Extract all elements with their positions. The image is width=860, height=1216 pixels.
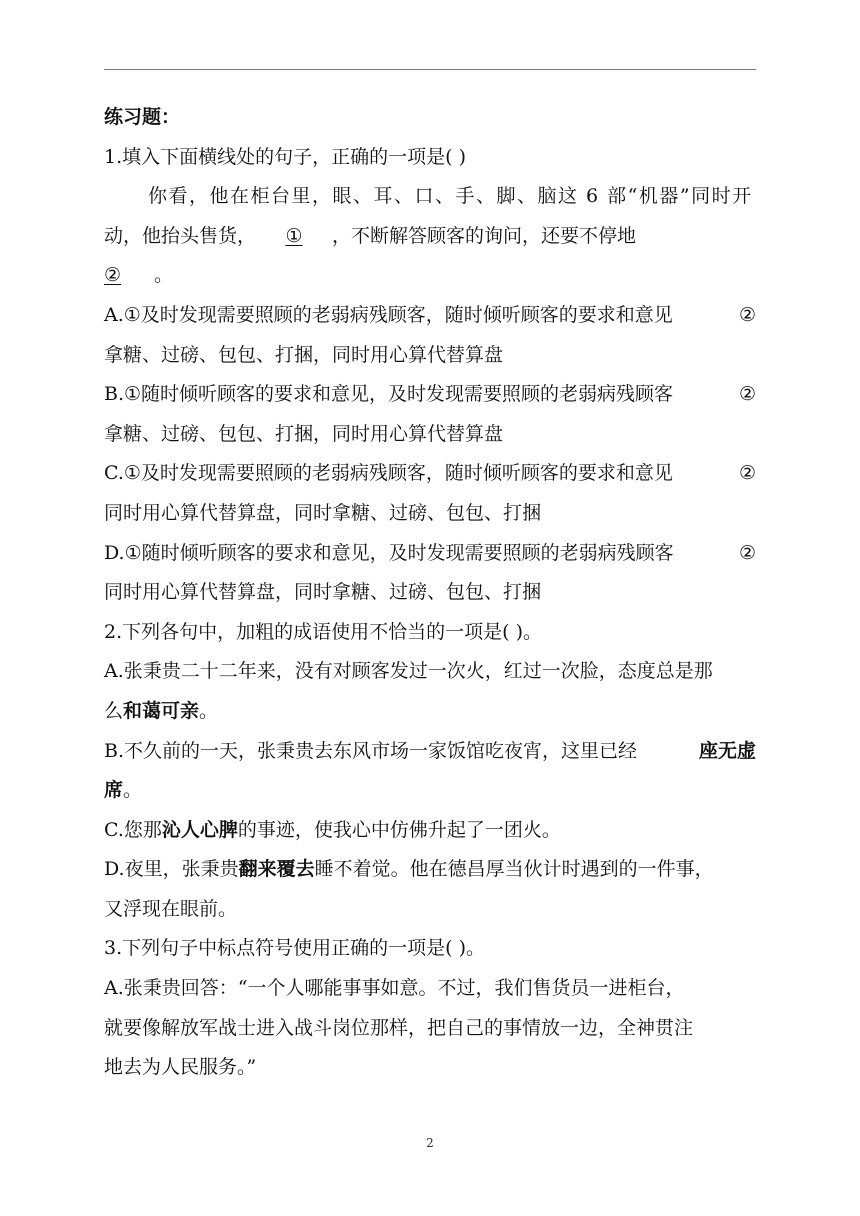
q1-option-b xyxy=(104,375,756,415)
section-title: 练习题： xyxy=(104,106,181,128)
option-text: B.不久前的一天，张秉贵去东风市场一家饭馆吃夜宵，这里已经 xyxy=(104,739,638,762)
blank-2: ② xyxy=(104,264,122,287)
option-mark: ② xyxy=(738,462,756,485)
q1-passage-line-1: 你看，他在柜台里，眼、耳、口、手、脚、脑这 6 部“机器”同时开 xyxy=(148,185,753,208)
option-text: D.夜里，张秉贵 xyxy=(104,858,239,881)
q1-option-c-line-2: 同时用心算代替算盘，同时拿糖、过磅、包包、打捆 xyxy=(104,501,542,524)
q3-option-a-line-3: 地去为人民服务。” xyxy=(104,1056,257,1079)
option-text: B.①随时倾听顾客的要求和意见，及时发现需要照顾的老弱病残顾客 xyxy=(104,383,674,406)
q1-option-a xyxy=(104,296,756,336)
q1-option-c xyxy=(104,454,756,494)
q1-passage-text: ，不断解答顾客的询问，还要不停地 xyxy=(332,224,637,247)
bold-idiom: 翻来覆去 xyxy=(238,858,315,881)
header-rule xyxy=(104,69,756,70)
q3-option-a: A.张秉贵回答：“一个人哪能事事如意。不过，我们售货员一进柜台， xyxy=(104,977,685,1000)
bold-idiom: 沁人心脾 xyxy=(161,818,238,841)
option-mark: ② xyxy=(738,541,756,564)
option-text: 睡不着觉。他在德昌厚当伙计时遇到的一件事， xyxy=(314,858,714,881)
option-text: 。 xyxy=(199,699,219,722)
bold-idiom: 席 xyxy=(104,779,124,802)
q2-option-d xyxy=(104,850,756,890)
q2-option-b-line-2 xyxy=(104,771,756,811)
q3-option-a-line-2: 就要像解放军战士进入战斗岗位那样，把自己的事情放一边，全神贯注 xyxy=(104,1016,694,1039)
page-number: 2 xyxy=(426,1136,434,1150)
q1-option-a-line-2: 拿糖、过磅、包包、打捆，同时用心算代替算盘 xyxy=(104,343,504,366)
q2-option-a: A.张秉贵二十二年来，没有对顾客发过一次火，红过一次脸，态度总是那 xyxy=(104,660,713,683)
q1-passage-line-2 xyxy=(104,217,756,257)
option-text: 。 xyxy=(123,779,143,802)
q2-option-b xyxy=(104,732,756,772)
option-mark: ② xyxy=(738,303,756,326)
q2-option-c xyxy=(104,811,756,851)
q1-option-d xyxy=(104,534,756,574)
q2-option-d-line-2: 又浮现在眼前。 xyxy=(104,897,238,920)
q1-option-b-line-2: 拿糖、过磅、包包、打捆，同时用心算代替算盘 xyxy=(104,422,504,445)
option-text: C.您那 xyxy=(104,818,162,841)
option-text: 么 xyxy=(104,699,124,722)
document-body xyxy=(104,98,756,1088)
q1-passage-text: 动，他抬头售货， xyxy=(104,224,257,247)
q1-passage-text: 。 xyxy=(154,264,174,287)
option-mark: ② xyxy=(738,383,756,406)
option-text: 的事迹，使我心中仿佛升起了一团火。 xyxy=(237,818,561,841)
q2-option-a-line-2 xyxy=(104,692,756,732)
q1-passage-line-3 xyxy=(104,256,756,296)
option-text: D.①随时倾听顾客的要求和意见，及时发现需要照顾的老弱病残顾客 xyxy=(104,541,674,564)
question-3-stem: 3.下列句子中标点符号使用正确的一项是( )。 xyxy=(104,937,485,960)
blank-1: ① xyxy=(285,224,303,247)
q1-option-d-line-2: 同时用心算代替算盘，同时拿糖、过磅、包包、打捆 xyxy=(104,581,542,604)
option-text: C.①及时发现需要照顾的老弱病残顾客，随时倾听顾客的要求和意见 xyxy=(104,462,673,485)
question-1-stem: 1.填入下面横线处的句子，正确的一项是( ) xyxy=(104,145,466,168)
bold-idiom: 和蔼可亲 xyxy=(123,699,200,722)
bold-idiom: 座无虚 xyxy=(698,739,756,762)
question-2-stem: 2.下列各句中，加粗的成语使用不恰当的一项是( )。 xyxy=(104,620,542,643)
option-text: A.①及时发现需要照顾的老弱病残顾客，随时倾听顾客的要求和意见 xyxy=(104,303,673,326)
